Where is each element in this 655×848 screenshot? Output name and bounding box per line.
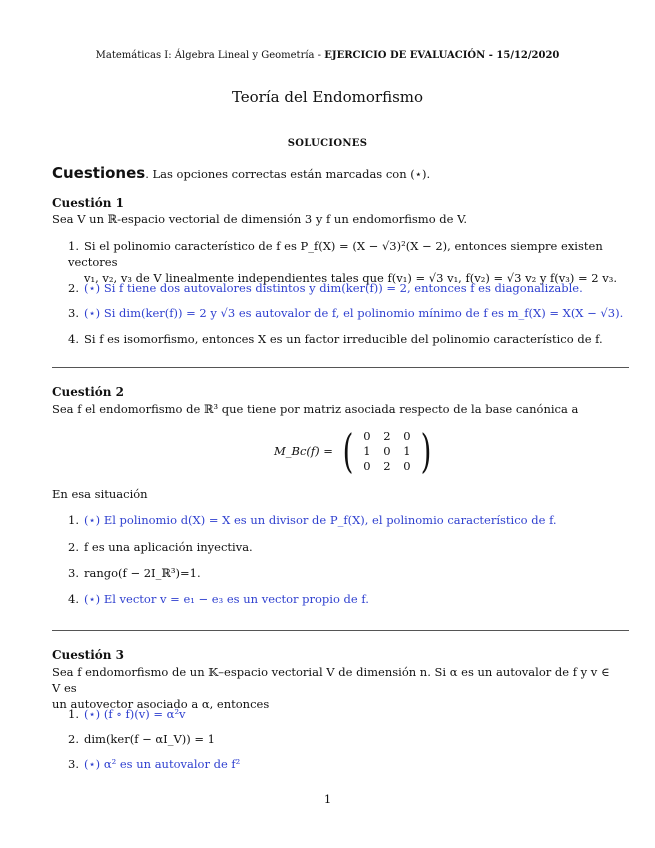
- statement-line: un autovector asociado a α, entonces: [52, 697, 270, 711]
- option-text: (⋆) Si f tiene dos autovalores distintos y dim(ker(f)) = 2, entonces f es diagonalizable.: [84, 281, 583, 295]
- option-number: 3.: [68, 306, 79, 320]
- intro-heading: Cuestiones: [52, 164, 146, 182]
- question-2-statement: Sea f el endomorfismo de ℝ³ que tiene por matriz asociada respecto de la base canónica a: [52, 402, 579, 416]
- option-number: 3.: [68, 757, 79, 771]
- option-text: (⋆) (f ∘ f)(v) = α²v: [84, 707, 186, 721]
- option-number: 4.: [68, 332, 79, 346]
- matrix-entry: 2: [383, 428, 391, 443]
- matrix-entry: 0: [363, 428, 371, 443]
- right-parenthesis: ): [420, 424, 432, 478]
- option-number: 2.: [68, 281, 79, 295]
- option-text: dim(ker(f − αI_V)) = 1: [84, 732, 215, 746]
- option-text: (⋆) Si dim(ker(f)) = 2 y √3 es autovalor de f, el polinomio mínimo de f es m_f(X) = X(X − √3).: [84, 306, 624, 320]
- question-3-option-1: [68, 706, 633, 722]
- question-1-title: Cuestión 1: [52, 196, 125, 210]
- question-2-title: Cuestión 2: [52, 385, 125, 399]
- option-number: 1.: [68, 513, 79, 527]
- question-2-option-3: [68, 565, 633, 581]
- option-number: 1.: [68, 707, 79, 721]
- question-2-option-1: [68, 512, 633, 528]
- question-1-statement: Sea V un ℝ-espacio vectorial de dimensión 3 y f un endomorfismo de V.: [52, 212, 468, 226]
- option-text: f es una aplicación inyectiva.: [84, 540, 253, 554]
- option-text: Si el polinomio característico de f es P_f(X) = (X − √3)²(X − 2), entonces siempre existen vectores: [68, 239, 603, 269]
- course-name: Matemáticas I: Álgebra Lineal y Geometría -: [95, 50, 325, 61]
- question-3-option-3: [68, 756, 633, 772]
- section-divider: [52, 367, 629, 368]
- statement-line: Sea f endomorfismo de un 𝕂–espacio vectorial V de dimensión n. Si α es un autovalor de f y v ∈ V es: [52, 665, 610, 695]
- question-2-option-2: [68, 539, 633, 555]
- matrix-entry: 2: [383, 458, 391, 473]
- question-3-option-2: [68, 731, 633, 747]
- page-header: [0, 50, 655, 61]
- question-1-option-1: [68, 238, 633, 286]
- left-parenthesis: (: [342, 424, 354, 478]
- intro-line: [52, 164, 430, 182]
- question-3-title: Cuestión 3: [52, 648, 125, 662]
- option-text: Si f es isomorfismo, entonces X es un factor irreducible del polinomio característico de f.: [84, 332, 603, 346]
- matrix-entry: 0: [403, 458, 411, 473]
- option-number: 1.: [68, 239, 79, 253]
- question-3-statement: [52, 664, 612, 712]
- option-text: (⋆) El vector v = e₁ − e₃ es un vector propio de f.: [84, 592, 369, 606]
- solutions-label: SOLUCIONES: [287, 138, 368, 149]
- option-text: (⋆) El polinomio d(X) = X es un divisor de P_f(X), el polinomio característico de f.: [84, 513, 557, 527]
- matrix-entries: [357, 429, 417, 474]
- question-2-situation: En esa situación: [52, 487, 148, 501]
- question-1-option-4: [68, 331, 633, 347]
- exam-label: EJERCICIO DE EVALUACIÓN - 15/12/2020: [324, 50, 560, 61]
- option-text-continuation: v₁, v₂, v₃ de V linealmente independientes tales que f(v₁) = √3 v₁, f(v₂) = √3 v₂ y f(v₃) = 2 v₃.: [84, 271, 618, 285]
- question-2-option-4: [68, 591, 633, 607]
- option-number: 3.: [68, 566, 79, 580]
- option-number: 2.: [68, 732, 79, 746]
- matrix-entry: 0: [403, 428, 411, 443]
- option-text: (⋆) α² es un autovalor de f²: [84, 757, 241, 771]
- question-1-option-2: [68, 280, 633, 296]
- document-title: Teoría del Endomorfismo: [231, 88, 424, 106]
- matrix-entry: 1: [403, 443, 411, 458]
- question-1-option-3: [68, 305, 633, 321]
- section-divider: [52, 630, 629, 631]
- intro-text: . Las opciones correctas están marcadas con (⋆).: [145, 167, 431, 181]
- option-number: 2.: [68, 540, 79, 554]
- matrix-label: M_Bc(f) =: [274, 444, 333, 458]
- page-number: 1: [323, 792, 332, 806]
- matrix-entry: 0: [383, 443, 391, 458]
- matrix-equation: [274, 424, 435, 478]
- option-text: rango(f − 2I_ℝ³)=1.: [84, 566, 201, 580]
- matrix: [339, 424, 435, 478]
- matrix-entry: 1: [363, 443, 371, 458]
- matrix-entry: 0: [363, 458, 371, 473]
- option-number: 4.: [68, 592, 79, 606]
